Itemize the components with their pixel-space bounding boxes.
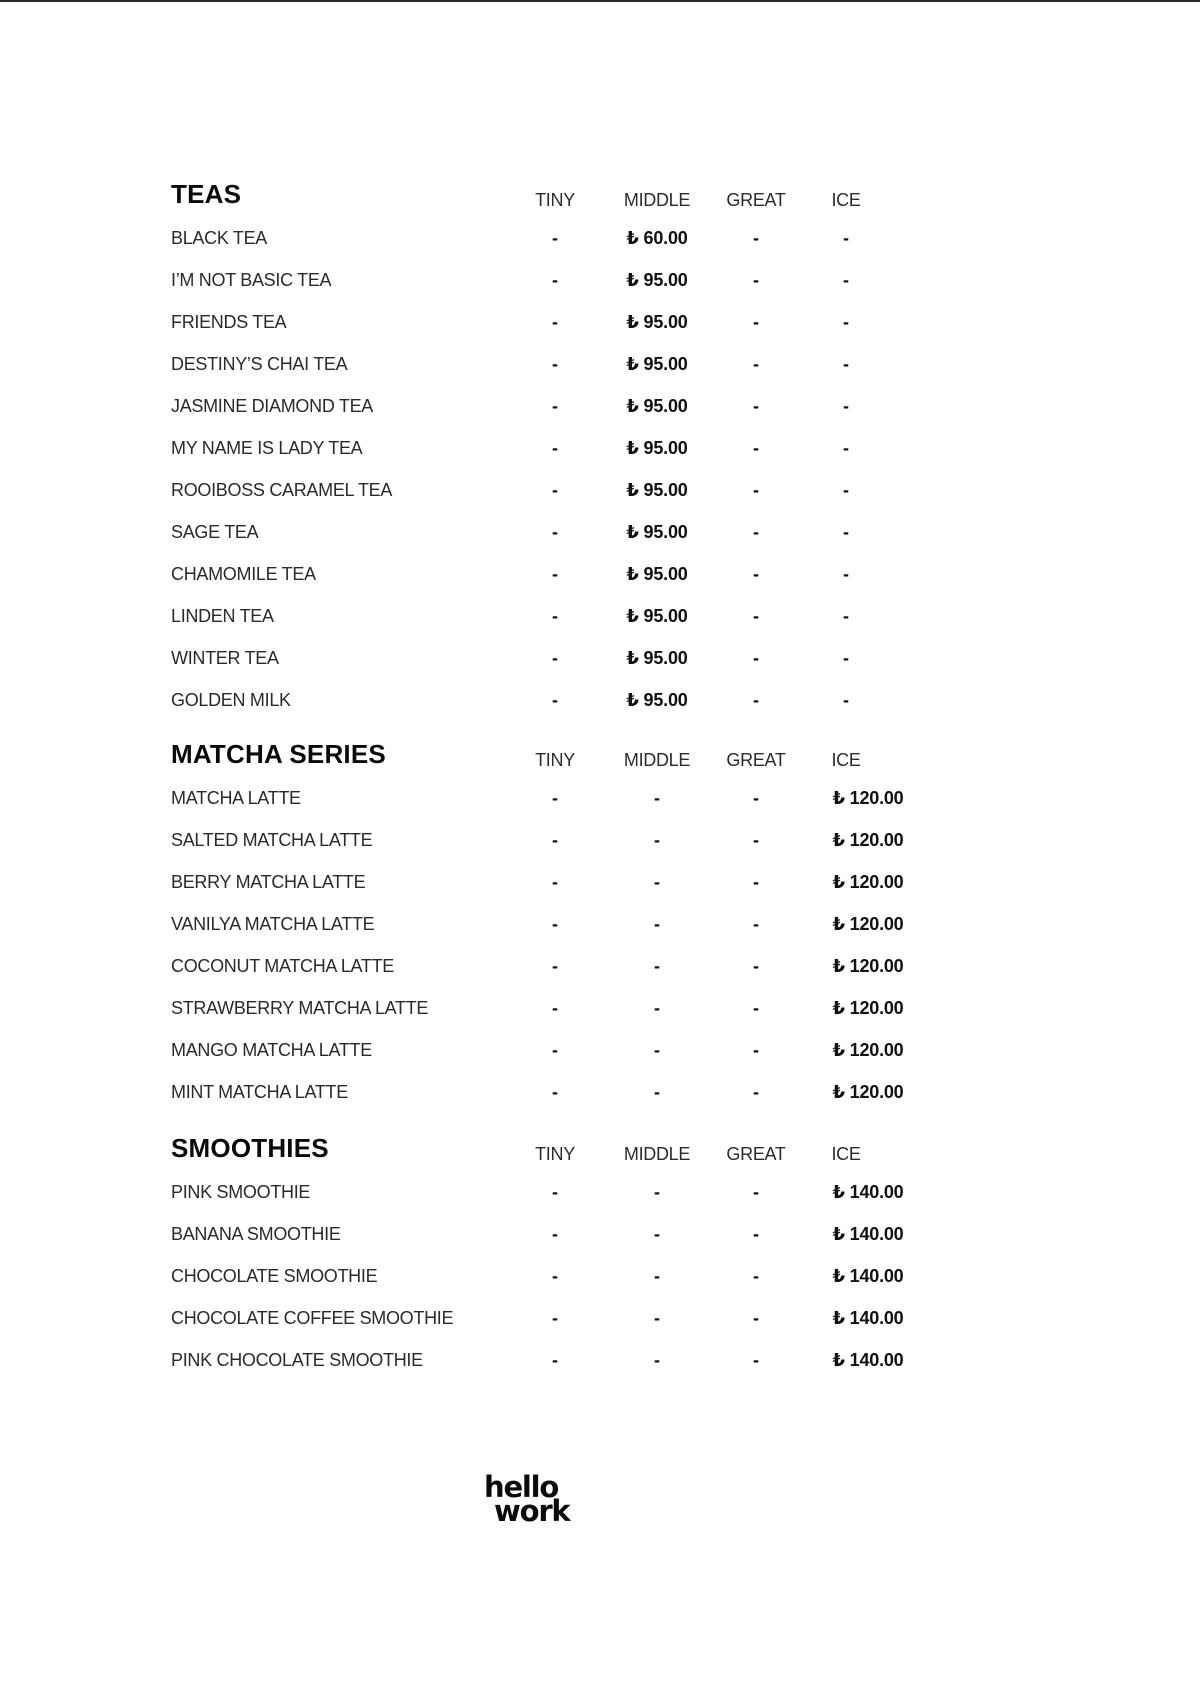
menu-item-name: VANILYA MATCHA LATTE <box>171 914 375 934</box>
not-available-great: - <box>753 564 759 584</box>
not-available-great: - <box>753 1266 759 1286</box>
menu-section <box>171 736 931 1114</box>
not-available-tiny: - <box>552 914 558 934</box>
logo-word-hello: hello <box>484 1470 559 1504</box>
column-header-great: GREAT <box>726 190 786 210</box>
menu-item-row <box>171 512 931 554</box>
menu-item-name: ROOIBOSS CARAMEL TEA <box>171 480 393 500</box>
not-available-great: - <box>753 522 759 542</box>
price-middle: ₺ 95.00 <box>626 690 688 710</box>
not-available-great: - <box>753 872 759 892</box>
menu-item-name: LINDEN TEA <box>171 606 274 626</box>
price-middle: ₺ 95.00 <box>626 396 688 416</box>
column-header-middle: MIDDLE <box>623 750 691 770</box>
not-available-tiny: - <box>552 564 558 584</box>
not-available-ice: - <box>843 606 849 626</box>
price-ice: ₺ 140.00 <box>832 1350 904 1370</box>
not-available-tiny: - <box>552 788 558 808</box>
menu-item-name: PINK SMOOTHIE <box>171 1182 311 1202</box>
price-ice: ₺ 120.00 <box>832 956 904 976</box>
not-available-great: - <box>753 956 759 976</box>
price-ice: ₺ 120.00 <box>832 1040 904 1060</box>
section-title: TEAS <box>171 179 242 209</box>
not-available-great: - <box>753 1224 759 1244</box>
not-available-ice: - <box>843 228 849 248</box>
not-available-tiny: - <box>552 1040 558 1060</box>
not-available-tiny: - <box>552 872 558 892</box>
not-available-tiny: - <box>552 438 558 458</box>
not-available-great: - <box>753 998 759 1018</box>
price-middle: ₺ 95.00 <box>626 564 688 584</box>
price-middle: ₺ 95.00 <box>626 648 688 668</box>
price-middle: ₺ 95.00 <box>626 522 688 542</box>
price-middle: ₺ 95.00 <box>626 438 688 458</box>
menu-item-row <box>171 988 931 1030</box>
not-available-tiny: - <box>552 228 558 248</box>
not-available-middle: - <box>654 1266 660 1286</box>
column-header-ice: ICE <box>831 1144 861 1164</box>
not-available-tiny: - <box>552 1350 558 1370</box>
not-available-tiny: - <box>552 354 558 374</box>
menu-item-row <box>171 386 931 428</box>
not-available-great: - <box>753 1082 759 1102</box>
not-available-great: - <box>753 438 759 458</box>
menu-item-row <box>171 302 931 344</box>
price-middle: ₺ 95.00 <box>626 270 688 290</box>
column-header-ice: ICE <box>831 750 861 770</box>
menu-item-row <box>171 862 931 904</box>
not-available-ice: - <box>843 564 849 584</box>
menu-section <box>171 176 931 722</box>
menu-item-name: WINTER TEA <box>171 648 279 668</box>
menu-item-name: MINT MATCHA LATTE <box>171 1082 348 1102</box>
menu-item-row <box>171 344 931 386</box>
price-middle: ₺ 60.00 <box>626 228 688 248</box>
not-available-great: - <box>753 1350 759 1370</box>
not-available-tiny: - <box>552 998 558 1018</box>
section-header <box>171 1130 931 1172</box>
price-ice: ₺ 120.00 <box>832 998 904 1018</box>
not-available-tiny: - <box>552 270 558 290</box>
not-available-ice: - <box>843 480 849 500</box>
price-ice: ₺ 140.00 <box>832 1224 904 1244</box>
not-available-great: - <box>753 270 759 290</box>
not-available-great: - <box>753 788 759 808</box>
not-available-great: - <box>753 1308 759 1328</box>
menu-item-name: MY NAME IS LADY TEA <box>171 438 363 458</box>
menu-item-name: STRAWBERRY MATCHA LATTE <box>171 998 429 1018</box>
not-available-great: - <box>753 312 759 332</box>
column-header-great: GREAT <box>726 1144 786 1164</box>
menu-item-name: MATCHA LATTE <box>171 788 301 808</box>
not-available-ice: - <box>843 522 849 542</box>
not-available-great: - <box>753 1182 759 1202</box>
menu-item-name: DESTINY’S CHAI TEA <box>171 354 348 374</box>
not-available-middle: - <box>654 1182 660 1202</box>
not-available-middle: - <box>654 1350 660 1370</box>
price-middle: ₺ 95.00 <box>626 312 688 332</box>
not-available-tiny: - <box>552 1082 558 1102</box>
not-available-tiny: - <box>552 312 558 332</box>
not-available-great: - <box>753 690 759 710</box>
menu-item-name: GOLDEN MILK <box>171 690 291 710</box>
not-available-tiny: - <box>552 830 558 850</box>
price-middle: ₺ 95.00 <box>626 480 688 500</box>
not-available-middle: - <box>654 788 660 808</box>
not-available-tiny: - <box>552 606 558 626</box>
not-available-middle: - <box>654 1224 660 1244</box>
menu-price-list <box>171 176 931 1382</box>
menu-item-name: SALTED MATCHA LATTE <box>171 830 373 850</box>
menu-item-row <box>171 904 931 946</box>
menu-item-name: BERRY MATCHA LATTE <box>171 872 366 892</box>
menu-item-row <box>171 260 931 302</box>
section-title: MATCHA SERIES <box>171 739 386 769</box>
not-available-tiny: - <box>552 648 558 668</box>
price-middle: ₺ 95.00 <box>626 606 688 626</box>
menu-item-name: FRIENDS TEA <box>171 312 287 332</box>
menu-item-name: COCONUT MATCHA LATTE <box>171 956 395 976</box>
not-available-ice: - <box>843 270 849 290</box>
menu-item-name: CHOCOLATE SMOOTHIE <box>171 1266 378 1286</box>
not-available-ice: - <box>843 690 849 710</box>
menu-item-row <box>171 470 931 512</box>
price-ice: ₺ 120.00 <box>832 914 904 934</box>
column-header-middle: MIDDLE <box>623 1144 691 1164</box>
menu-item-row <box>171 1214 931 1256</box>
menu-item-row <box>171 638 931 680</box>
price-ice: ₺ 120.00 <box>832 1082 904 1102</box>
menu-item-name: CHOCOLATE COFFEE SMOOTHIE <box>171 1308 454 1328</box>
menu-item-name: BANANA SMOOTHIE <box>171 1224 341 1244</box>
column-header-tiny: TINY <box>535 190 575 210</box>
menu-item-name: SAGE TEA <box>171 522 259 542</box>
not-available-tiny: - <box>552 480 558 500</box>
not-available-ice: - <box>843 354 849 374</box>
menu-item-row <box>171 554 931 596</box>
not-available-great: - <box>753 914 759 934</box>
menu-item-name: BLACK TEA <box>171 228 268 248</box>
not-available-tiny: - <box>552 1182 558 1202</box>
column-header-ice: ICE <box>831 190 861 210</box>
price-middle: ₺ 95.00 <box>626 354 688 374</box>
column-header-middle: MIDDLE <box>623 190 691 210</box>
not-available-great: - <box>753 354 759 374</box>
menu-item-row <box>171 820 931 862</box>
column-header-tiny: TINY <box>535 750 575 770</box>
not-available-great: - <box>753 396 759 416</box>
menu-item-name: PINK CHOCOLATE SMOOTHIE <box>171 1350 423 1370</box>
menu-item-row <box>171 1298 931 1340</box>
not-available-tiny: - <box>552 522 558 542</box>
not-available-great: - <box>753 606 759 626</box>
menu-item-name: I’M NOT BASIC TEA <box>171 270 332 290</box>
hello-work-logo <box>484 1470 594 1529</box>
not-available-tiny: - <box>552 690 558 710</box>
not-available-ice: - <box>843 312 849 332</box>
menu-item-row <box>171 778 931 820</box>
column-header-tiny: TINY <box>535 1144 575 1164</box>
not-available-middle: - <box>654 1082 660 1102</box>
section-header <box>171 736 931 778</box>
price-ice: ₺ 120.00 <box>832 830 904 850</box>
menu-item-row <box>171 1172 931 1214</box>
not-available-great: - <box>753 830 759 850</box>
menu-item-row <box>171 1256 931 1298</box>
menu-item-row <box>171 946 931 988</box>
price-ice: ₺ 120.00 <box>832 872 904 892</box>
menu-item-name: CHAMOMILE TEA <box>171 564 316 584</box>
not-available-tiny: - <box>552 396 558 416</box>
not-available-tiny: - <box>552 1224 558 1244</box>
menu-section <box>171 1130 931 1382</box>
price-ice: ₺ 140.00 <box>832 1182 904 1202</box>
not-available-ice: - <box>843 396 849 416</box>
not-available-ice: - <box>843 438 849 458</box>
menu-item-row <box>171 1072 931 1114</box>
not-available-middle: - <box>654 1308 660 1328</box>
not-available-middle: - <box>654 872 660 892</box>
not-available-middle: - <box>654 998 660 1018</box>
menu-item-row <box>171 596 931 638</box>
not-available-middle: - <box>654 1040 660 1060</box>
not-available-tiny: - <box>552 1266 558 1286</box>
not-available-middle: - <box>654 914 660 934</box>
menu-item-name: JASMINE DIAMOND TEA <box>171 396 373 416</box>
top-border-line <box>0 0 1200 2</box>
menu-item-row <box>171 218 931 260</box>
not-available-tiny: - <box>552 1308 558 1328</box>
section-header <box>171 176 931 218</box>
menu-item-row <box>171 428 931 470</box>
not-available-middle: - <box>654 956 660 976</box>
menu-item-row <box>171 1340 931 1382</box>
not-available-great: - <box>753 228 759 248</box>
not-available-tiny: - <box>552 956 558 976</box>
menu-item-row <box>171 1030 931 1072</box>
not-available-great: - <box>753 648 759 668</box>
column-header-great: GREAT <box>726 750 786 770</box>
menu-item-name: MANGO MATCHA LATTE <box>171 1040 372 1060</box>
price-ice: ₺ 140.00 <box>832 1266 904 1286</box>
price-ice: ₺ 140.00 <box>832 1308 904 1328</box>
section-title: SMOOTHIES <box>171 1133 329 1163</box>
not-available-ice: - <box>843 648 849 668</box>
menu-item-row <box>171 680 931 722</box>
logo-word-work: work <box>494 1494 570 1528</box>
price-ice: ₺ 120.00 <box>832 788 904 808</box>
not-available-middle: - <box>654 830 660 850</box>
not-available-great: - <box>753 1040 759 1060</box>
not-available-great: - <box>753 480 759 500</box>
